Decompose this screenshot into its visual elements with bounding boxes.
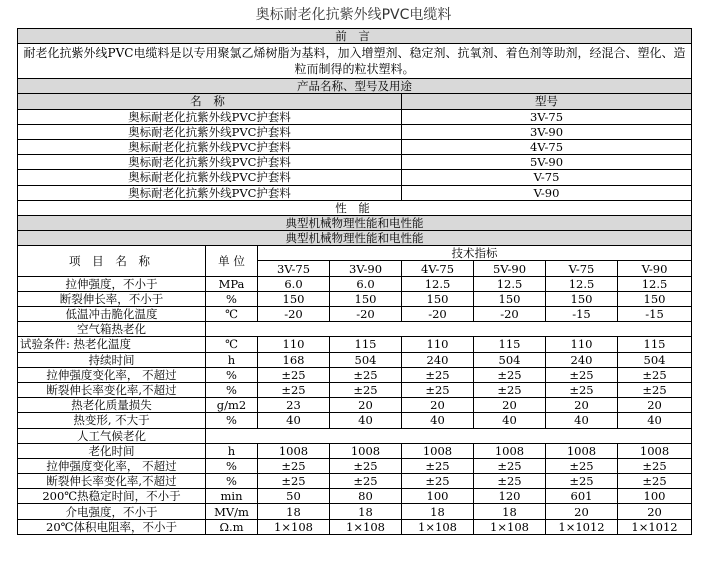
property-value: 115 [330, 337, 402, 352]
product-model: 3V-75 [402, 109, 692, 124]
property-value: 1×108 [330, 519, 402, 534]
property-value: 1008 [474, 443, 546, 458]
property-row [18, 413, 692, 428]
property-value: 12.5 [618, 276, 692, 291]
property-value: -15 [618, 307, 692, 322]
property-value: 20 [618, 398, 692, 413]
product-row [18, 185, 692, 200]
property-name: 20℃体积电阻率，不小于 [18, 519, 206, 534]
performance-subheading: 典型机械物理性能和电性能 [18, 215, 692, 230]
property-value: 1008 [330, 443, 402, 458]
property-unit: h [206, 443, 258, 458]
section-label: 人工气候老化 [18, 428, 206, 443]
property-value: 1×1012 [546, 519, 618, 534]
property-unit: h [206, 352, 258, 367]
property-value: ±25 [258, 458, 330, 473]
property-value: ±25 [330, 382, 402, 397]
property-row [18, 291, 692, 306]
property-value: 1008 [258, 443, 330, 458]
property-value: -20 [402, 307, 474, 322]
property-name: 拉伸强度变化率， 不超过 [18, 367, 206, 382]
section-label: 空气箱热老化 [18, 322, 206, 337]
model-column-header: V-75 [546, 261, 618, 276]
property-value: 20 [546, 504, 618, 519]
product-name: 奥标耐老化抗紫外线PVC护套料 [18, 155, 402, 170]
performance-subheading: 典型机械物理性能和电性能 [18, 231, 692, 246]
product-name: 奥标耐老化抗紫外线PVC护套料 [18, 170, 402, 185]
property-value: 20 [474, 398, 546, 413]
property-row [18, 504, 692, 519]
property-value: -20 [330, 307, 402, 322]
property-unit: MPa [206, 276, 258, 291]
property-value: 115 [618, 337, 692, 352]
property-name: 介电强度，不小于 [18, 504, 206, 519]
property-value: 1×108 [474, 519, 546, 534]
product-model: 5V-90 [402, 155, 692, 170]
property-row [18, 458, 692, 473]
product-model: 3V-90 [402, 124, 692, 139]
property-name: 拉伸强度变化率， 不超过 [18, 458, 206, 473]
property-unit: % [206, 458, 258, 473]
section-row [18, 428, 692, 443]
property-value: 150 [546, 291, 618, 306]
property-value: ±25 [402, 474, 474, 489]
property-value: 12.5 [546, 276, 618, 291]
products-heading: 产品名称、型号及用途 [18, 79, 692, 94]
property-value: 110 [258, 337, 330, 352]
property-value: ±25 [618, 367, 692, 382]
property-value: 40 [402, 413, 474, 428]
property-unit: ℃ [206, 307, 258, 322]
property-value: 1008 [402, 443, 474, 458]
model-column-header: 4V-75 [402, 261, 474, 276]
property-value: 1×108 [258, 519, 330, 534]
property-value: 1×108 [402, 519, 474, 534]
property-value: 504 [618, 352, 692, 367]
property-unit: % [206, 382, 258, 397]
property-name: 断裂伸长率，不小于 [18, 291, 206, 306]
property-value: 23 [258, 398, 330, 413]
product-row [18, 170, 692, 185]
property-value: ±25 [546, 382, 618, 397]
property-value: 6.0 [258, 276, 330, 291]
property-row [18, 489, 692, 504]
property-value: 504 [330, 352, 402, 367]
property-value: ±25 [258, 474, 330, 489]
property-value: 115 [474, 337, 546, 352]
property-value: 12.5 [474, 276, 546, 291]
property-value: ±25 [330, 458, 402, 473]
property-value: -20 [258, 307, 330, 322]
document-title: 奥标耐老化抗紫外线PVC电缆料 [255, 7, 452, 23]
property-value: ±25 [330, 367, 402, 382]
property-unit: Ω.m [206, 519, 258, 534]
property-value: ±25 [330, 474, 402, 489]
property-value: ±25 [474, 367, 546, 382]
property-value: 240 [402, 352, 474, 367]
property-name: 低温冲击脆化温度 [18, 307, 206, 322]
property-value: 40 [330, 413, 402, 428]
product-row [18, 109, 692, 124]
property-unit: g/m2 [206, 398, 258, 413]
property-value: 240 [546, 352, 618, 367]
section-row [18, 322, 692, 337]
property-row [18, 382, 692, 397]
property-value: 150 [618, 291, 692, 306]
property-value: 12.5 [402, 276, 474, 291]
property-value: 100 [618, 489, 692, 504]
unit-header: 单 位 [206, 246, 258, 276]
model-column-header: 5V-90 [474, 261, 546, 276]
preface-heading: 前 言 [18, 29, 692, 44]
property-value: 40 [618, 413, 692, 428]
property-value: 150 [258, 291, 330, 306]
property-value: ±25 [402, 367, 474, 382]
property-value: 18 [258, 504, 330, 519]
product-row [18, 124, 692, 139]
property-unit: % [206, 474, 258, 489]
property-name: 热变形, 不大于 [18, 413, 206, 428]
property-unit: % [206, 413, 258, 428]
property-name: 试验条件: 热老化温度 [18, 337, 206, 352]
property-value: 18 [474, 504, 546, 519]
property-name: 持续时间 [18, 352, 206, 367]
product-name: 奥标耐老化抗紫外线PVC护套料 [18, 185, 402, 200]
section-spacer [206, 428, 692, 443]
property-name: 拉伸强度，不小于 [18, 276, 206, 291]
property-unit: % [206, 367, 258, 382]
property-value: 150 [474, 291, 546, 306]
property-value: ±25 [402, 458, 474, 473]
model-column-header: V-90 [618, 261, 692, 276]
property-row [18, 276, 692, 291]
property-value: ±25 [618, 458, 692, 473]
property-value: 110 [546, 337, 618, 352]
property-value: 18 [330, 504, 402, 519]
product-model: V-90 [402, 185, 692, 200]
property-row [18, 443, 692, 458]
product-model: V-75 [402, 170, 692, 185]
property-name: 老化时间 [18, 443, 206, 458]
name-header: 名 称 [18, 94, 402, 109]
property-name: 断裂伸长率变化率,不超过 [18, 382, 206, 397]
property-value: 150 [330, 291, 402, 306]
property-value: 18 [402, 504, 474, 519]
property-name: 200℃热稳定时间，不小于 [18, 489, 206, 504]
property-value: 100 [402, 489, 474, 504]
property-unit: MV/m [206, 504, 258, 519]
property-value: 40 [258, 413, 330, 428]
property-value: 40 [474, 413, 546, 428]
section-spacer [206, 322, 692, 337]
spec-table [17, 28, 692, 535]
property-row [18, 398, 692, 413]
property-value: ±25 [546, 474, 618, 489]
property-row [18, 367, 692, 382]
property-value: 168 [258, 352, 330, 367]
model-column-header: 3V-75 [258, 261, 330, 276]
product-row [18, 155, 692, 170]
property-value: 504 [474, 352, 546, 367]
property-value: 601 [546, 489, 618, 504]
property-value: 20 [330, 398, 402, 413]
property-value: 150 [402, 291, 474, 306]
property-value: 110 [402, 337, 474, 352]
property-value: ±25 [546, 367, 618, 382]
property-row [18, 307, 692, 322]
property-value: 80 [330, 489, 402, 504]
property-row [18, 519, 692, 534]
property-value: 1008 [618, 443, 692, 458]
property-unit: min [206, 489, 258, 504]
property-value: 20 [402, 398, 474, 413]
property-value: 20 [546, 398, 618, 413]
property-value: 1008 [546, 443, 618, 458]
property-value: ±25 [402, 382, 474, 397]
property-value: 50 [258, 489, 330, 504]
property-value: ±25 [618, 382, 692, 397]
property-row [18, 474, 692, 489]
property-value: -15 [546, 307, 618, 322]
property-value: ±25 [546, 458, 618, 473]
property-name: 断裂伸长率变化率,不超过 [18, 474, 206, 489]
preface-text: 耐老化抗紫外线PVC电缆料是以专用聚氯乙烯树脂为基料，加入增塑剂、稳定剂、抗氧剂、着色剂等助剂，经混合、塑化、造粒而制得的粒状塑料。 [18, 44, 692, 79]
performance-heading: 性 能 [18, 200, 692, 215]
product-model: 4V-75 [402, 139, 692, 154]
spec-table-body [18, 29, 692, 535]
spec-header: 技术指标 [258, 246, 692, 261]
property-unit: % [206, 291, 258, 306]
product-name: 奥标耐老化抗紫外线PVC护套料 [18, 109, 402, 124]
property-value: 120 [474, 489, 546, 504]
property-value: 20 [618, 504, 692, 519]
product-name: 奥标耐老化抗紫外线PVC护套料 [18, 124, 402, 139]
product-name: 奥标耐老化抗紫外线PVC护套料 [18, 139, 402, 154]
property-value: -20 [474, 307, 546, 322]
property-value: ±25 [618, 474, 692, 489]
property-value: ±25 [258, 382, 330, 397]
property-name: 热老化质量损失 [18, 398, 206, 413]
property-value: 1×1012 [618, 519, 692, 534]
property-value: ±25 [474, 382, 546, 397]
property-row [18, 352, 692, 367]
property-value: 6.0 [330, 276, 402, 291]
model-column-header: 3V-90 [330, 261, 402, 276]
model-header: 型号 [402, 94, 692, 109]
product-row [18, 139, 692, 154]
property-value: ±25 [474, 474, 546, 489]
property-value: ±25 [258, 367, 330, 382]
item-header: 项 目 名 称 [18, 246, 206, 276]
property-unit: ℃ [206, 337, 258, 352]
property-value: 40 [546, 413, 618, 428]
property-value: ±25 [474, 458, 546, 473]
property-row [18, 337, 692, 352]
